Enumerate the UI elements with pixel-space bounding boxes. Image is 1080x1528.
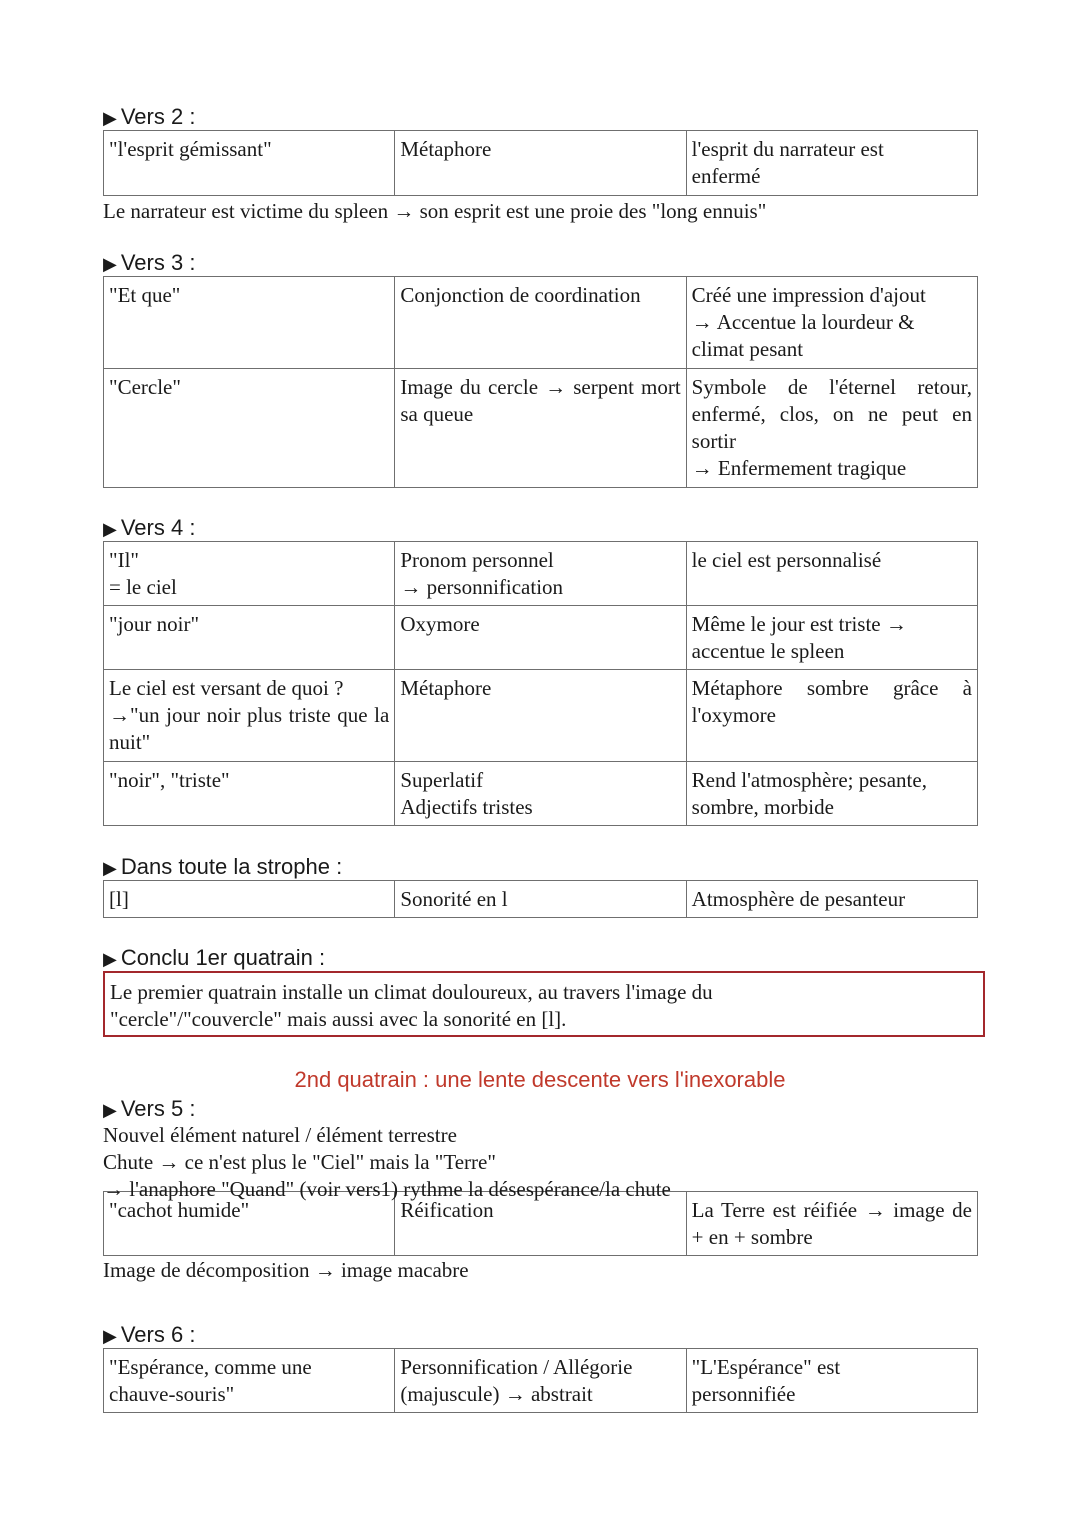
triangle-bullet-icon: ▶ [103, 519, 117, 539]
table-row [104, 1349, 978, 1413]
section-vers4 [103, 515, 978, 826]
section-heading: ▶ Vers 4 : [103, 515, 196, 540]
table-cell: Pronom personnel → personnification [395, 542, 686, 606]
note-text: Le narrateur est victime du spleen → son esprit est une proie des "long ennuis" [103, 199, 767, 223]
table-row [104, 606, 978, 670]
section-heading: ▶ Conclu 1er quatrain : [103, 945, 326, 970]
table-cell: l'esprit du narrateur est enfermé [686, 131, 977, 196]
section-vers2 [103, 104, 978, 225]
table-cell: Superlatif Adjectifs tristes [395, 762, 686, 826]
text-line: → l'anaphore "Quand" (voir vers1) rythme la désespérance/la chute [103, 1177, 671, 1201]
analysis-table [103, 130, 978, 196]
triangle-bullet-icon: ▶ [103, 1100, 117, 1120]
table-cell: "cachot humide" [104, 1192, 395, 1256]
section-vers5 [103, 1096, 978, 1284]
triangle-bullet-icon: ▶ [103, 1326, 117, 1346]
table-cell: Réification [395, 1192, 686, 1256]
table-cell: "Espérance, comme une chauve-souris" [104, 1349, 395, 1413]
table-cell: "L'Espérance" est personnifiée [686, 1349, 977, 1413]
table-cell: "Il" = le ciel [104, 542, 395, 606]
table-cell: Oxymore [395, 606, 686, 670]
table-row [104, 277, 978, 369]
triangle-bullet-icon: ▶ [103, 254, 117, 274]
section-conclusion [103, 945, 978, 1037]
section-heading: ▶ Vers 6 : [103, 1322, 196, 1347]
triangle-bullet-icon: ▶ [103, 858, 117, 878]
table-cell: [l] [104, 881, 395, 918]
table-cell: Conjonction de coordination [395, 277, 686, 369]
table-row [104, 670, 978, 762]
table-cell: Le ciel est versant de quoi ? →"un jour noir plus triste que la nuit" [104, 670, 395, 762]
table-cell: La Terre est réifiée → image de + en + sombre [686, 1192, 977, 1256]
table-cell: "Et que" [104, 277, 395, 369]
triangle-bullet-icon: ▶ [103, 108, 117, 128]
triangle-bullet-icon: ▶ [103, 949, 117, 969]
section-heading: ▶ Dans toute la strophe : [103, 854, 343, 879]
quatrain-title: 2nd quatrain : une lente descente vers l'inexorable [294, 1067, 786, 1092]
table-row [104, 881, 978, 918]
table-cell: Métaphore [395, 131, 686, 196]
analysis-table [103, 276, 978, 488]
table-row [104, 1192, 978, 1256]
section-heading: ▶ Vers 3 : [103, 250, 196, 275]
table-cell: Créé une impression d'ajout → Accentue la lourdeur & climat pesant [686, 277, 977, 369]
table-cell: Symbole de l'éternel retour, enfermé, clos, on ne peut en sortir → Enfermement tragique [686, 369, 977, 488]
table-cell: Image du cercle → serpent mort sa queue [395, 369, 686, 488]
section-vers6 [103, 1322, 978, 1413]
table-cell: Métaphore sombre grâce à l'oxymore [686, 670, 977, 762]
table-cell: Métaphore [395, 670, 686, 762]
analysis-table [103, 1348, 978, 1413]
note-text: Image de décomposition → image macabre [103, 1258, 469, 1282]
table-cell: le ciel est personnalisé [686, 542, 977, 606]
section-heading: ▶ Vers 5 : [103, 1096, 196, 1121]
section-vers3 [103, 250, 978, 488]
table-cell: "noir", "triste" [104, 762, 395, 826]
analysis-table [103, 541, 978, 826]
text-line: Nouvel élément naturel / élément terrestre [103, 1123, 457, 1147]
table-cell: Même le jour est triste → accentue le spleen [686, 606, 977, 670]
section-strophe [103, 854, 978, 918]
table-cell: Rend l'atmosphère; pesante, sombre, morbide [686, 762, 977, 826]
text-line: Chute → ce n'est plus le "Ciel" mais la "Terre" [103, 1150, 496, 1174]
table-row [104, 369, 978, 488]
table-cell: "jour noir" [104, 606, 395, 670]
section-heading: ▶ Vers 2 : [103, 104, 196, 129]
conclusion-box: Le premier quatrain installe un climat douloureux, au travers l'image du "cercle"/"couvercle" mais aussi avec la sonorité en [l]. [103, 971, 985, 1037]
table-cell: Personnification / Allégorie (majuscule) → abstrait [395, 1349, 686, 1413]
table-cell: "Cercle" [104, 369, 395, 488]
table-row [104, 131, 978, 196]
table-cell: Atmosphère de pesanteur [686, 881, 977, 918]
table-cell: Sonorité en l [395, 881, 686, 918]
table-row [104, 542, 978, 606]
table-row [104, 762, 978, 826]
analysis-table [103, 880, 978, 918]
table-cell: "l'esprit gémissant" [104, 131, 395, 196]
